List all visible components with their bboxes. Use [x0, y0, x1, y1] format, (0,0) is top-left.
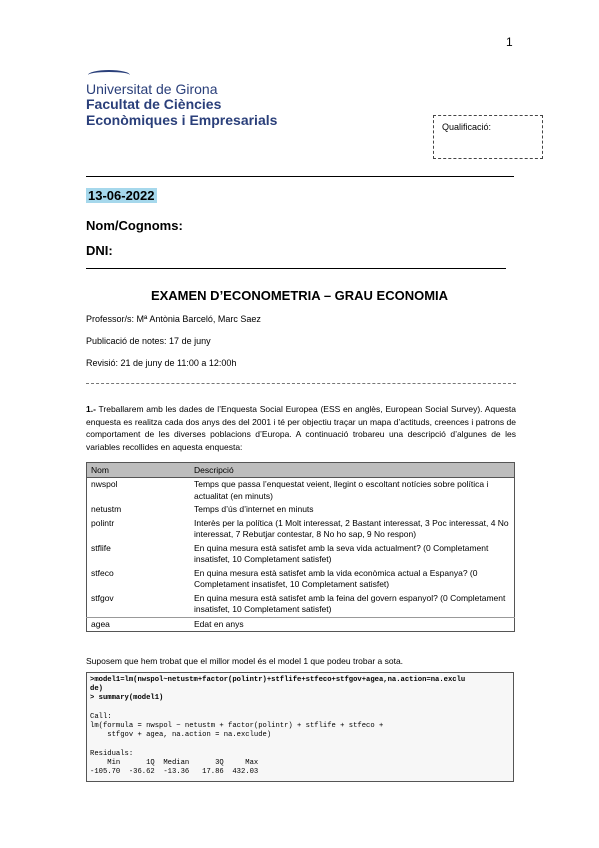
- var-desc: En quina mesura està satisfet amb la seva vida actualment? (0 Completament insatisfet, 10 Completament satisfet): [194, 542, 489, 564]
- var-name: agea: [87, 617, 191, 632]
- divider-top: [86, 176, 514, 177]
- r-command-model: >model1=lm(nwspol~netustm+factor(polintr)+stflife+stfeco+stfgov+agea,na.action=na.exclu de): [90, 676, 466, 694]
- professors-line: Professor/s: Mª Antònia Barceló, Marc Saez: [86, 314, 261, 324]
- logo-faculty-line2: Econòmiques i Empresarials: [86, 112, 278, 128]
- var-name: nwspol: [91, 479, 118, 489]
- table-row: [87, 617, 515, 632]
- question-number: 1.-: [86, 404, 96, 414]
- var-name: stfeco: [91, 567, 114, 578]
- table-row: [87, 517, 515, 542]
- table-row: [87, 478, 515, 504]
- logo-arc-icon: [88, 70, 130, 80]
- r-call-output: Call: lm(formula = nwspol ~ netustm + factor(polintr) + stflife + stfeco + stfgov + agea, na.action = na.exclude): [90, 712, 384, 740]
- var-desc: Interès per la política (1 Molt interessat, 2 Bastant interessat, 3 Poc interessat, 4 No interessat, 7 Rebutjar contestar, 8 No ho sap, 9 No respon): [194, 517, 509, 539]
- var-name: stflife: [91, 542, 111, 553]
- qualificacio-label: Qualificació:: [442, 122, 492, 132]
- logo-university-name: Universitat de Girona: [86, 81, 218, 97]
- dashed-divider: [86, 383, 516, 384]
- exam-date: 13-06-2022: [88, 188, 155, 203]
- r-output-box: [86, 672, 514, 782]
- var-desc: Temps d’ús d’internet en minuts: [194, 504, 314, 514]
- var-name: stfgov: [91, 592, 114, 603]
- header-nom: Nom: [87, 463, 191, 478]
- nom-label: Nom/Cognoms:: [86, 218, 183, 233]
- publicacio-line: Publicació de notes: 17 de juny: [86, 336, 211, 346]
- university-logo: [86, 70, 277, 128]
- table-row: [87, 503, 515, 517]
- table-header-row: [87, 463, 515, 478]
- page-number: 1: [506, 35, 513, 49]
- table-row: [87, 542, 515, 567]
- divider-dni: [86, 268, 506, 269]
- header-descripcio: Descripció: [190, 463, 515, 478]
- question-intro: [86, 403, 516, 453]
- var-name: netustm: [91, 504, 122, 514]
- var-desc: Temps que passa l’enquestat veient, llegint o escoltant notícies sobre política i actualitat (en minuts): [194, 479, 489, 501]
- var-name: polintr: [91, 517, 115, 528]
- dni-label: DNI:: [86, 243, 113, 258]
- var-desc: Edat en anys: [190, 617, 515, 632]
- model-intro-text: Suposem que hem trobat que el millor model és el model 1 que podeu trobar a sota.: [86, 656, 404, 666]
- table-row: [87, 592, 515, 618]
- qualificacio-box[interactable]: [433, 115, 543, 159]
- table-row: [87, 567, 515, 592]
- revisio-line: Revisió: 21 de juny de 11:00 a 12:00h: [86, 358, 237, 368]
- exam-title: EXAMEN D’ECONOMETRIA – GRAU ECONOMIA: [150, 288, 449, 303]
- var-desc: En quina mesura està satisfet amb la vida econòmica actual a Espanya? (0 Completament insatisfet, 10 Completament satisfet): [194, 567, 478, 589]
- r-command-summary: > summary(model1): [90, 694, 164, 703]
- variables-table: [86, 462, 515, 632]
- logo-faculty-line1: Facultat de Ciències: [86, 96, 222, 112]
- r-residuals-output: Residuals: Min 1Q Median 3Q Max -105.70 -36.62 -13.36 17.86 432.03: [90, 749, 259, 777]
- var-desc: En quina mesura està satisfet amb la feina del govern espanyol? (0 Completament insatisfet, 10 Completament satisfet): [194, 592, 506, 614]
- question-text: Treballarem amb les dades de l’Enquesta Social Europea (ESS en anglès, European Social Survey). Aquesta enquesta es realitza cada dos anys des del 2001 i té per objectiu traçar un mapa d’actituds, creences i patrons de comportament de les diverses poblacions d’Europa. A continuació trobareu una descripció d’algunes de les variables recollides en aquesta enquesta:: [86, 404, 516, 452]
